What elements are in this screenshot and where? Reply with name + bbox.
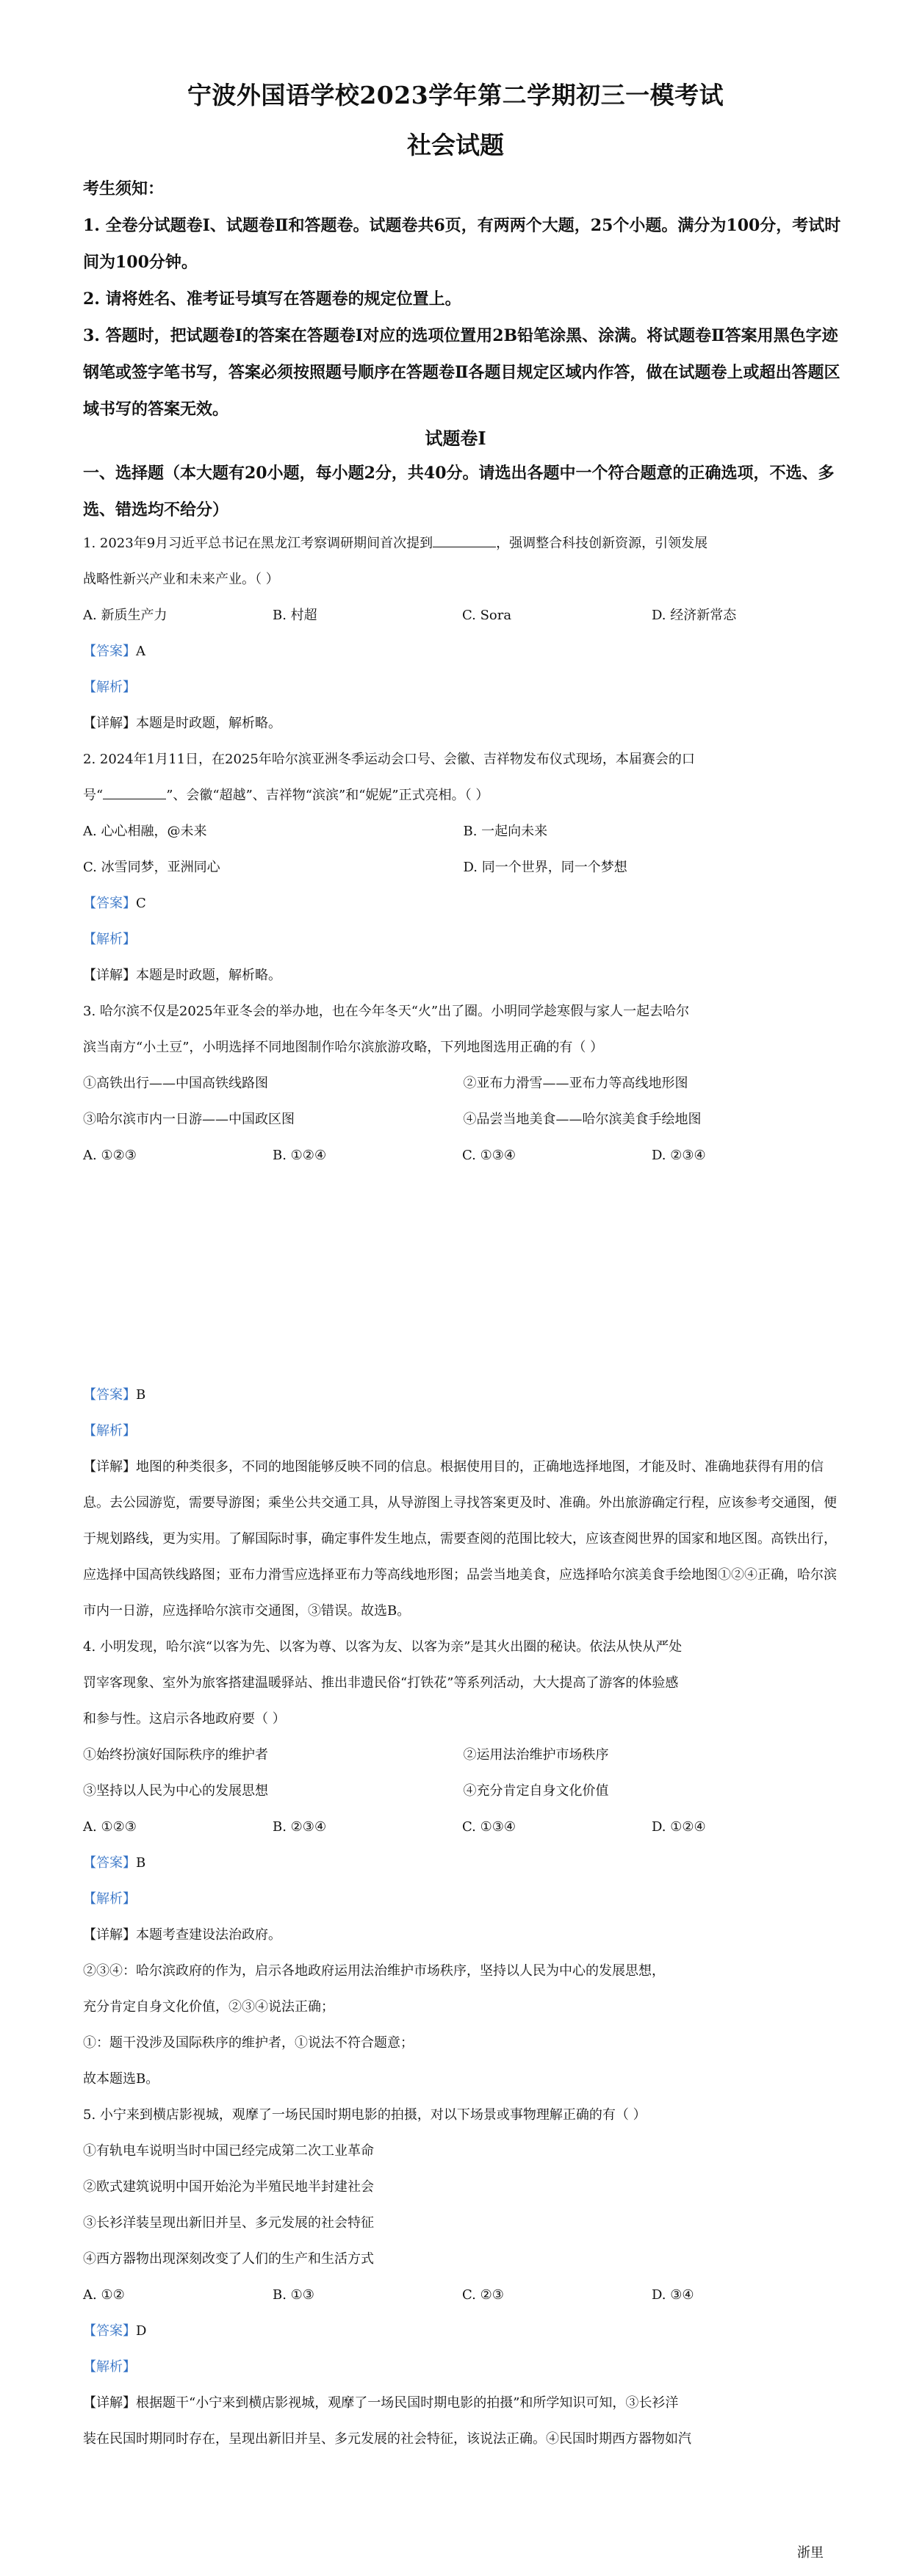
statement: ④西方器物出现深刻改变了人们的生产和生活方式	[83, 2251, 374, 2267]
statement: ③坚持以人民为中心的发展思想	[83, 1783, 268, 1799]
exam-subtitle: 社会试题	[407, 131, 504, 159]
notice-item: 2. 请将姓名、准考证号填写在答题卷的规定位置上。	[83, 289, 461, 309]
option: A. ①②	[83, 2287, 125, 2303]
option: C. ②③	[462, 2287, 504, 2303]
option: C. ①③④	[462, 1819, 516, 1835]
answer-line	[83, 1377, 843, 1413]
answer-blank	[433, 535, 496, 547]
exam-title: 宁波外国语学校2023学年第二学期初三一模考试	[187, 81, 724, 109]
answer-value: D	[136, 2323, 147, 2339]
statement: ①高铁出行——中国高铁线路图	[83, 1076, 268, 1091]
option: B. ①③	[273, 2287, 314, 2303]
analysis-label: 【解析】	[83, 680, 136, 695]
question-stem: 号“ ”、会徽“超越”、吉祥物“滨滨”和“妮妮”正式亮相。（ ）	[83, 788, 489, 803]
option-row	[83, 1809, 843, 1845]
statement: ①有轨电车说明当时中国已经完成第二次工业革命	[83, 2143, 374, 2159]
option: D. ①②④	[652, 1819, 706, 1835]
answer-line	[83, 2313, 843, 2349]
question-stem: 3. 哈尔滨不仅是2025年亚冬会的举办地，也在今年冬天“火”出了圈。小明同学趁寒假与家人一起去哈尔	[83, 1004, 690, 1019]
answer-value: A	[136, 644, 145, 659]
detail-text: 【详解】根据题干“小宁来到横店影视城，观摩了一场民国时期电影的拍摄”和所学知识可知，③长衫洋	[83, 2395, 679, 2411]
option-row	[83, 1137, 843, 1173]
option: D. ③④	[652, 2287, 694, 2303]
option: C. 冰雪同梦，亚洲同心	[83, 860, 220, 875]
option-row	[83, 813, 843, 849]
answer-value: C	[136, 896, 146, 911]
question-stem: 罚宰客现象、室外为旅客搭建温暖驿站、推出非遗民俗“打铁花”等系列活动，大大提高了游客的体验感	[83, 1675, 679, 1691]
detail-text: 充分肯定自身文化价值，②③④说法正确；	[83, 1999, 334, 2015]
detail-text: 【详解】本题是时政题，解析略。	[83, 968, 281, 983]
answer-label: 【答案】	[83, 1387, 136, 1403]
question-stem: 4. 小明发现，哈尔滨“以客为先、以客为尊、以客为友、以客为亲”是其火出圈的秘诀。依法从快从严处	[83, 1639, 683, 1655]
analysis-label: 【解析】	[83, 1891, 136, 1907]
answer-value: B	[136, 1855, 146, 1871]
notice-section	[83, 170, 843, 428]
section-heading-text: 一、选择题（本大题有20小题，每小题2分，共40分。请选出各题中一个符合题意的正确选项，不选、多选、错选均不给分）	[83, 464, 835, 519]
question-stem: 战略性新兴产业和未来产业。（ ）	[83, 572, 279, 587]
statement: ④品尝当地美食——哈尔滨美食手绘地图	[463, 1112, 702, 1127]
notice-item: 3. 答题时，把试题卷Ⅰ的答案在答题卷Ⅰ对应的选项位置用2B铅笔涂黑、涂满。将试题卷Ⅱ答案用黑色字迹钢笔或签字笔书写，答案必须按照题号顺序在答题卷Ⅱ各题目规定区域内作答，做在试题卷上或超出答题区域书写的答案无效。	[83, 326, 840, 419]
answer-line	[83, 1845, 843, 1881]
notice-item: 1. 全卷分试题卷Ⅰ、试题卷Ⅱ和答题卷。试题卷共6页，有两两个大题，25个小题。满分为100分，考试时间为100分钟。	[83, 216, 841, 272]
answer-line	[83, 885, 843, 921]
question-list	[83, 525, 843, 2457]
detail-text: 装在民国时期同时存在，呈现出新旧并呈、多元发展的社会特征，该说法正确。④民国时期西方器物如汽	[83, 2431, 691, 2447]
statement-row	[83, 1065, 843, 1101]
option: A. ①②③	[83, 1819, 137, 1835]
option: D. ②③④	[652, 1148, 706, 1163]
statement-row	[83, 1101, 843, 1137]
paper-title: 试题卷Ⅰ	[425, 428, 486, 449]
option: D. 经济新常态	[652, 608, 737, 623]
statement: ③哈尔滨市内一日游——中国政区图	[83, 1112, 295, 1127]
option: A. ①②③	[83, 1148, 137, 1163]
statement: ④充分肯定自身文化价值	[463, 1783, 609, 1799]
option-row	[83, 849, 843, 885]
analysis-label: 【解析】	[83, 1423, 136, 1439]
notice-heading: 考生须知：	[83, 179, 165, 198]
option: C. ①③④	[462, 1148, 516, 1163]
option-row	[83, 2277, 843, 2313]
detail-text: ①：题干没涉及国际秩序的维护者，①说法不符合题意；	[83, 2035, 414, 2051]
statement: ②欧式建筑说明中国开始沦为半殖民地半封建社会	[83, 2179, 374, 2195]
question-stem: 1. 2023年9月习近平总书记在黑龙江考察调研期间首次提到 ，强调整合科技创新资源，引领发展	[83, 536, 708, 551]
detail-text: 故本题选B。	[83, 2071, 159, 2087]
answer-label: 【答案】	[83, 896, 136, 911]
statement-row	[83, 1737, 843, 1773]
option: A. 心心相融，@未来	[83, 824, 207, 839]
statement: ③长衫洋装呈现出新旧并呈、多元发展的社会特征	[83, 2215, 374, 2231]
option: D. 同一个世界，同一个梦想	[463, 860, 627, 875]
option: B. 村超	[273, 608, 317, 623]
question-stem: 2. 2024年1月11日，在2025年哈尔滨亚洲冬季运动会口号、会徽、吉祥物发布仪式现场，本届赛会的口	[83, 752, 695, 767]
answer-value: B	[136, 1387, 146, 1403]
statement: ②亚布力滑雪——亚布力等高线地形图	[463, 1076, 688, 1091]
answer-label: 【答案】	[83, 2323, 136, 2339]
detail-text: 【详解】地图的种类很多，不同的地图能够反映不同的信息。根据使用目的，正确地选择地图，才能及时、准确地获得有用的信息。去公园游览，需要导游图；乘坐公共交通工具，从导游图上寻找答案更及时、准确。外出旅游确定行程，应该参考交通图，便于规划路线，更为实用。了解国际时事，确定事件发生地点，需要查阅的范围比较大，应该查阅世界的国家和地区图。高铁出行，应选择中国高铁线路图；亚布力滑雪应选择亚布力等高线地形图；品尝当地美食，应选择哈尔滨美食手绘地图①②④正确，哈尔滨市内一日游，应选择哈尔滨市交通图，③错误。故选B。	[83, 1459, 837, 1619]
answer-line	[83, 633, 843, 669]
detail-text: 【详解】本题考查建设法治政府。	[83, 1927, 281, 1943]
answer-blank	[103, 787, 166, 799]
option: C. Sora	[462, 608, 512, 623]
option: B. ②③④	[273, 1819, 327, 1835]
section-heading	[83, 455, 843, 528]
statement: ②运用法治维护市场秩序	[463, 1747, 609, 1763]
footer-mark: 浙里	[797, 2545, 824, 2561]
answer-label: 【答案】	[83, 1855, 136, 1871]
option-row	[83, 597, 843, 633]
detail-text: ②③④：哈尔滨政府的作为，启示各地政府运用法治维护市场秩序，坚持以人民为中心的发展思想，	[83, 1963, 665, 1979]
question-stem: 滨当南方“小土豆”，小明选择不同地图制作哈尔滨旅游攻略，下列地图选用正确的有（ ）	[83, 1040, 604, 1055]
question-stem: 5. 小宁来到横店影视城，观摩了一场民国时期电影的拍摄，对以下场景或事物理解正确的有（ ）	[83, 2107, 647, 2123]
option: B. ①②④	[273, 1148, 327, 1163]
question-stem: 和参与性。这启示各地政府要（ ）	[83, 1711, 286, 1727]
option: B. 一起向未来	[463, 824, 548, 839]
statement-row	[83, 1773, 843, 1809]
blank-space	[83, 1173, 843, 1377]
statement: ①始终扮演好国际秩序的维护者	[83, 1747, 268, 1763]
analysis-label: 【解析】	[83, 2359, 136, 2375]
analysis-label: 【解析】	[83, 932, 136, 947]
answer-label: 【答案】	[83, 644, 136, 659]
detail-text: 【详解】本题是时政题，解析略。	[83, 716, 281, 731]
option: A. 新质生产力	[83, 608, 168, 623]
